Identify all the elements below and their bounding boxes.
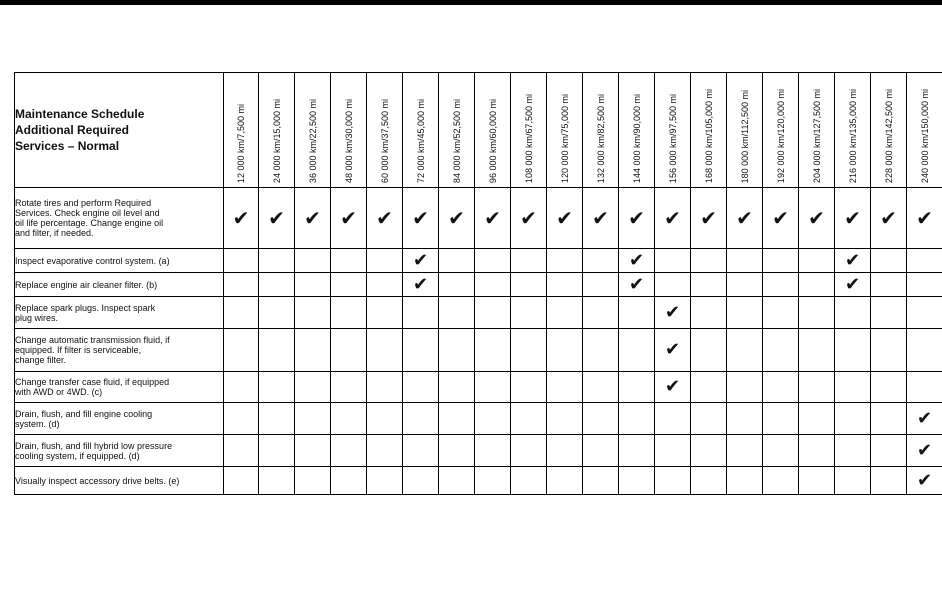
service-description [15,329,224,372]
check-icon: ✔ [484,206,501,230]
interval-label: 192 000 km/120,000 mi [775,88,786,183]
empty-cell [331,403,367,435]
table-row [15,188,942,249]
empty-cell [403,372,439,403]
check-icon: ✔ [664,339,681,360]
empty-cell [547,372,583,403]
check-icon: ✔ [772,206,789,230]
table-row [15,273,942,297]
interval-header [295,73,331,188]
interval-header [331,73,367,188]
empty-cell [511,435,547,467]
interval-label: 84 000 km/52,500 mi [451,98,462,183]
empty-cell [224,467,259,495]
check-cell [224,188,259,249]
empty-cell [871,329,907,372]
empty-cell [835,467,871,495]
check-cell [835,188,871,249]
interval-header [367,73,403,188]
empty-cell [583,249,619,273]
table-row [15,435,942,467]
check-cell [835,249,871,273]
interval-label: 48 000 km/30,000 mi [343,98,354,183]
check-cell [727,188,763,249]
interval-header [511,73,547,188]
empty-cell [331,372,367,403]
empty-cell [583,403,619,435]
check-cell [511,188,547,249]
interval-header [583,73,619,188]
interval-label: 216 000 km/135,000 mi [847,88,858,183]
check-cell [439,188,475,249]
empty-cell [907,329,942,372]
interval-header [224,73,259,188]
empty-cell [331,249,367,273]
interval-label: 120 000 km/75,000 mi [559,93,570,183]
service-line: Visually inspect accessory drive belts. (e) [15,475,180,486]
empty-cell [907,273,942,297]
empty-cell [439,435,475,467]
empty-cell [871,435,907,467]
empty-cell [835,435,871,467]
empty-cell [763,297,799,329]
check-cell [655,297,691,329]
interval-label: 36 000 km/22,500 mi [307,98,318,183]
empty-cell [403,403,439,435]
empty-cell [727,403,763,435]
header-row [15,73,942,188]
empty-cell [583,329,619,372]
empty-cell [331,273,367,297]
check-icon: ✔ [916,439,933,461]
check-cell [619,188,655,249]
empty-cell [691,435,727,467]
empty-cell [259,435,295,467]
interval-header [259,73,295,188]
empty-cell [871,403,907,435]
service-description [15,467,224,495]
check-cell [655,372,691,403]
check-cell [403,188,439,249]
empty-cell [439,329,475,372]
check-icon: ✔ [304,206,321,230]
empty-cell [295,249,331,273]
check-cell [907,435,942,467]
title-line: Additional Required [15,123,129,137]
empty-cell [691,297,727,329]
empty-cell [224,297,259,329]
service-description [15,273,224,297]
empty-cell [763,403,799,435]
empty-cell [691,249,727,273]
empty-cell [403,435,439,467]
empty-cell [475,249,511,273]
empty-cell [511,329,547,372]
service-line: Rotate tires and perform Required [15,198,152,208]
interval-label: 24 000 km/15,000 mi [271,98,282,183]
empty-cell [583,467,619,495]
empty-cell [295,372,331,403]
empty-cell [799,403,835,435]
empty-cell [583,273,619,297]
empty-cell [727,273,763,297]
check-icon: ✔ [664,206,681,230]
empty-cell [259,249,295,273]
check-icon: ✔ [628,273,645,295]
empty-cell [907,249,942,273]
empty-cell [763,372,799,403]
empty-cell [547,435,583,467]
empty-cell [619,329,655,372]
check-icon: ✔ [556,206,573,230]
check-icon: ✔ [664,301,681,323]
check-icon: ✔ [376,206,393,230]
empty-cell [871,249,907,273]
check-cell [619,273,655,297]
empty-cell [727,249,763,273]
empty-cell [475,403,511,435]
interval-header [907,73,942,188]
empty-cell [367,403,403,435]
check-icon: ✔ [520,206,537,230]
empty-cell [259,297,295,329]
empty-cell [224,329,259,372]
empty-cell [691,403,727,435]
check-cell [331,188,367,249]
check-cell [691,188,727,249]
interval-label: 180 000 km/112,500 mi [739,89,750,183]
empty-cell [619,403,655,435]
service-line: plug wires. [15,312,59,323]
interval-header [439,73,475,188]
interval-label: 156 000 km/97,500 mi [667,93,678,183]
check-cell [619,249,655,273]
interval-label: 72 000 km/45,000 mi [415,98,426,183]
check-icon: ✔ [880,206,897,230]
check-cell [907,467,942,495]
empty-cell [439,249,475,273]
empty-cell [295,329,331,372]
service-line: Change transfer case fluid, if equipped [15,377,170,387]
empty-cell [295,435,331,467]
empty-cell [547,273,583,297]
interval-header [403,73,439,188]
empty-cell [224,435,259,467]
empty-cell [763,329,799,372]
interval-header [547,73,583,188]
schedule-body [15,188,942,495]
empty-cell [799,372,835,403]
service-line: Inspect evaporative control system. (a) [15,255,170,266]
empty-cell [619,372,655,403]
service-line: system. (d) [15,418,60,429]
check-cell [547,188,583,249]
service-description [15,372,224,403]
empty-cell [763,467,799,495]
empty-cell [583,435,619,467]
check-icon: ✔ [916,469,933,491]
empty-cell [691,273,727,297]
empty-cell [403,297,439,329]
check-cell [295,188,331,249]
check-icon: ✔ [844,206,861,230]
empty-cell [367,329,403,372]
table-row [15,329,942,372]
empty-cell [547,249,583,273]
empty-cell [907,297,942,329]
empty-cell [403,467,439,495]
empty-cell [367,435,403,467]
interval-label: 96 000 km/60,000 mi [487,98,498,183]
interval-header [655,73,691,188]
empty-cell [224,372,259,403]
check-icon: ✔ [844,249,861,271]
empty-cell [583,297,619,329]
check-cell [871,188,907,249]
empty-cell [835,329,871,372]
empty-cell [799,249,835,273]
empty-cell [835,372,871,403]
empty-cell [763,273,799,297]
empty-cell [475,273,511,297]
empty-cell [835,403,871,435]
empty-cell [331,329,367,372]
table-row [15,403,942,435]
check-cell [763,188,799,249]
interval-label: 228 000 km/142,500 mi [883,88,894,183]
empty-cell [331,467,367,495]
empty-cell [475,435,511,467]
empty-cell [547,403,583,435]
service-line: Drain, flush, and fill engine cooling [15,408,153,419]
empty-cell [547,297,583,329]
empty-cell [511,372,547,403]
interval-header [475,73,511,188]
empty-cell [224,403,259,435]
interval-header [691,73,727,188]
empty-cell [871,273,907,297]
check-icon: ✔ [808,206,825,230]
empty-cell [799,435,835,467]
check-icon: ✔ [916,206,933,230]
interval-label: 204 000 km/127,500 mi [811,88,822,183]
empty-cell [295,467,331,495]
service-description [15,403,224,435]
check-cell [655,188,691,249]
empty-cell [259,372,295,403]
empty-cell [295,297,331,329]
empty-cell [871,372,907,403]
check-cell [475,188,511,249]
check-cell [259,188,295,249]
check-cell [367,188,403,249]
service-line: Change automatic transmission fluid, if [15,335,170,345]
empty-cell [475,372,511,403]
check-cell [583,188,619,249]
empty-cell [331,435,367,467]
empty-cell [511,249,547,273]
check-icon: ✔ [232,206,250,230]
check-icon: ✔ [628,206,645,230]
empty-cell [439,403,475,435]
check-cell [403,273,439,297]
empty-cell [295,273,331,297]
service-line: oil life percentage. Change engine oil [15,218,164,228]
interval-header [835,73,871,188]
empty-cell [799,329,835,372]
interval-label: 132 000 km/82,500 mi [595,93,606,183]
check-icon: ✔ [592,206,609,230]
check-icon: ✔ [412,249,429,271]
empty-cell [691,329,727,372]
empty-cell [511,273,547,297]
empty-cell [511,297,547,329]
check-icon: ✔ [448,206,465,230]
empty-cell [367,273,403,297]
check-cell [655,329,691,372]
service-line: change filter. [15,355,67,365]
check-cell [403,249,439,273]
empty-cell [655,249,691,273]
check-icon: ✔ [736,206,753,230]
empty-cell [475,297,511,329]
service-description [15,297,224,329]
interval-header [799,73,835,188]
empty-cell [367,372,403,403]
empty-cell [691,372,727,403]
check-icon: ✔ [412,206,429,230]
interval-header [619,73,655,188]
empty-cell [619,297,655,329]
service-line: Drain, flush, and fill hybrid low pressure [15,440,173,451]
service-description [15,188,224,249]
service-description [15,249,224,273]
empty-cell [619,467,655,495]
empty-cell [439,297,475,329]
check-icon: ✔ [268,206,285,230]
empty-cell [259,403,295,435]
interval-label: 240 000 km/150,000 mi [919,88,930,183]
table-title [15,73,224,188]
service-line: and filter, if needed. [15,228,94,238]
service-line: cooling system, if equipped. (d) [15,450,140,461]
empty-cell [655,403,691,435]
service-line: with AWD or 4WD. (c) [15,387,103,397]
check-icon: ✔ [844,273,861,295]
check-cell [907,403,942,435]
empty-cell [331,297,367,329]
empty-cell [511,403,547,435]
table-row [15,249,942,273]
empty-cell [259,329,295,372]
empty-cell [439,467,475,495]
empty-cell [727,467,763,495]
check-icon: ✔ [340,206,357,230]
empty-cell [583,372,619,403]
empty-cell [403,329,439,372]
empty-cell [439,273,475,297]
empty-cell [655,273,691,297]
table-row [15,297,942,329]
empty-cell [655,435,691,467]
empty-cell [619,435,655,467]
empty-cell [799,297,835,329]
empty-cell [367,297,403,329]
empty-cell [511,467,547,495]
check-icon: ✔ [916,407,933,429]
interval-header [763,73,799,188]
empty-cell [367,467,403,495]
check-cell [907,188,942,249]
interval-label: 144 000 km/90,000 mi [631,93,642,183]
empty-cell [475,329,511,372]
empty-cell [224,249,259,273]
service-line: Replace engine air cleaner filter. (b) [15,279,158,290]
empty-cell [907,372,942,403]
empty-cell [259,273,295,297]
empty-cell [835,297,871,329]
empty-cell [295,403,331,435]
empty-cell [259,467,295,495]
table-row [15,467,942,495]
empty-cell [727,372,763,403]
interval-label: 60 000 km/37,500 mi [379,98,390,183]
empty-cell [547,467,583,495]
empty-cell [367,249,403,273]
empty-cell [799,467,835,495]
check-icon: ✔ [412,273,429,295]
maintenance-schedule-table [14,72,942,495]
check-icon: ✔ [628,249,645,271]
service-line: Replace spark plugs. Inspect spark [15,302,156,313]
empty-cell [655,467,691,495]
table-row [15,372,942,403]
empty-cell [727,329,763,372]
title-line: Maintenance Schedule [15,107,145,121]
interval-header [727,73,763,188]
interval-label: 12 000 km/7,500 mi [236,103,246,183]
interval-label: 108 000 km/67,500 mi [523,93,534,183]
empty-cell [799,273,835,297]
empty-cell [763,435,799,467]
service-line: Services. Check engine oil level and [15,208,160,218]
empty-cell [727,435,763,467]
top-rule [0,0,942,5]
interval-label: 168 000 km/105,000 mi [703,88,714,183]
empty-cell [224,273,259,297]
empty-cell [691,467,727,495]
empty-cell [727,297,763,329]
check-icon: ✔ [664,376,681,397]
check-cell [799,188,835,249]
service-line: equipped. If filter is serviceable, [15,345,142,355]
empty-cell [475,467,511,495]
empty-cell [871,297,907,329]
empty-cell [547,329,583,372]
check-icon: ✔ [700,206,717,230]
service-description [15,435,224,467]
check-cell [835,273,871,297]
empty-cell [439,372,475,403]
empty-cell [763,249,799,273]
empty-cell [871,467,907,495]
title-line: Services – Normal [15,139,120,153]
interval-header [871,73,907,188]
